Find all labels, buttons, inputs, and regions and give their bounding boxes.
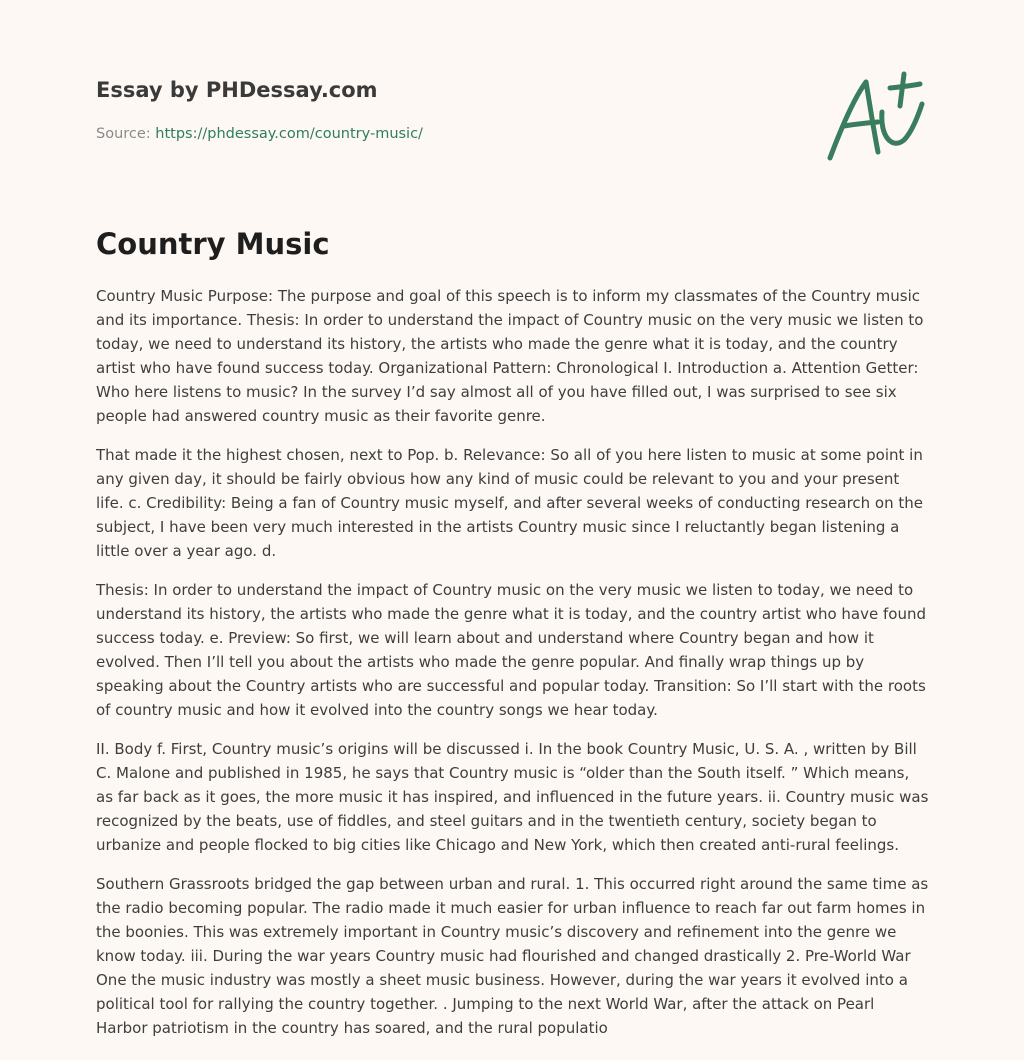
essay-paragraph: II. Body f. First, Country music’s origins will be discussed i. In the book Country Music, U. S. A. , written by Bill C. Malone and published in 1985, he says that Country music is “older than the South itself. ” Which means, as far back as it goes, the more music it has inspired, and influenced in the future years. ii. Country music was recognized by the beats, use of fiddles, and steel guitars and in the twentieth century, society began to urbanize and people flocked to big cities like Chicago and New York, which then created anti-rural feelings. xyxy=(96,740,929,854)
essay-paragraph: Southern Grassroots bridged the gap between urban and rural. 1. This occurred right around the same time as the radio becoming popular. The radio made it much easier for urban influence to reach far out farm homes in the boonies. This was extremely important in Country music’s discovery and refinement into the genre we know today. iii. During the war years Country music had flourished and changed drastically 2. Pre-World War One the music industry was mostly a sheet music business. However, during the war years it evolved into a political tool for rallying the country together. . Jumping to the next World War, after the attack on Pearl Harbor patriotism in the country has soared, and the rural populatio xyxy=(96,875,929,1037)
essay-header xyxy=(96,76,796,144)
essay-paragraph: That made it the highest chosen, next to Pop. b. Relevance: So all of you here listen to music at some point in any given day, it should be fairly obvious how any kind of music could be relevant to you and your present life. c. Credibility: Being a fan of Country music myself, and after several weeks of conducting research on the subject, I have been very much interested in the artists Country music since I reluctantly began listening a little over a year ago. d. xyxy=(96,446,923,560)
essay-paragraph: Thesis: In order to understand the impact of Country music on the very music we listen to today, we need to understand its history, the artists who made the genre what it is today, and the country artist who have found success today. e. Preview: So first, we will learn about and understand where Country began and how it evolved. Then I’ll tell you about the artists who made the genre popular. And finally wrap things up by speaking about the Country artists who are successful and popular today. Transition: So I’ll start with the roots of country music and how it evolved into the country songs we hear today. xyxy=(96,581,926,719)
brand-title: Essay by PHDessay.com xyxy=(96,78,378,102)
essay-body xyxy=(96,284,930,1055)
source-line xyxy=(96,124,796,144)
essay-paragraph: Country Music Purpose: The purpose and goal of this speech is to inform my classmates of the Country music and its importance. Thesis: In order to understand the impact of Country music on the very music we listen to today, we need to understand its history, the artists who made the genre what it is today, and the country artist who have found success today. Organizational Pattern: Chronological I. Introduction a. Attention Getter: Who here listens to music? In the survey I’d say almost all of you have filled out, I was surprised to see six people had answered country music as their favorite genre. xyxy=(96,287,924,425)
source-label: Source: xyxy=(96,126,156,142)
source-link[interactable]: https://phdessay.com/country-music/ xyxy=(155,126,423,142)
a-plus-grade-icon xyxy=(820,66,930,166)
essay-title: Country Music xyxy=(96,227,330,261)
